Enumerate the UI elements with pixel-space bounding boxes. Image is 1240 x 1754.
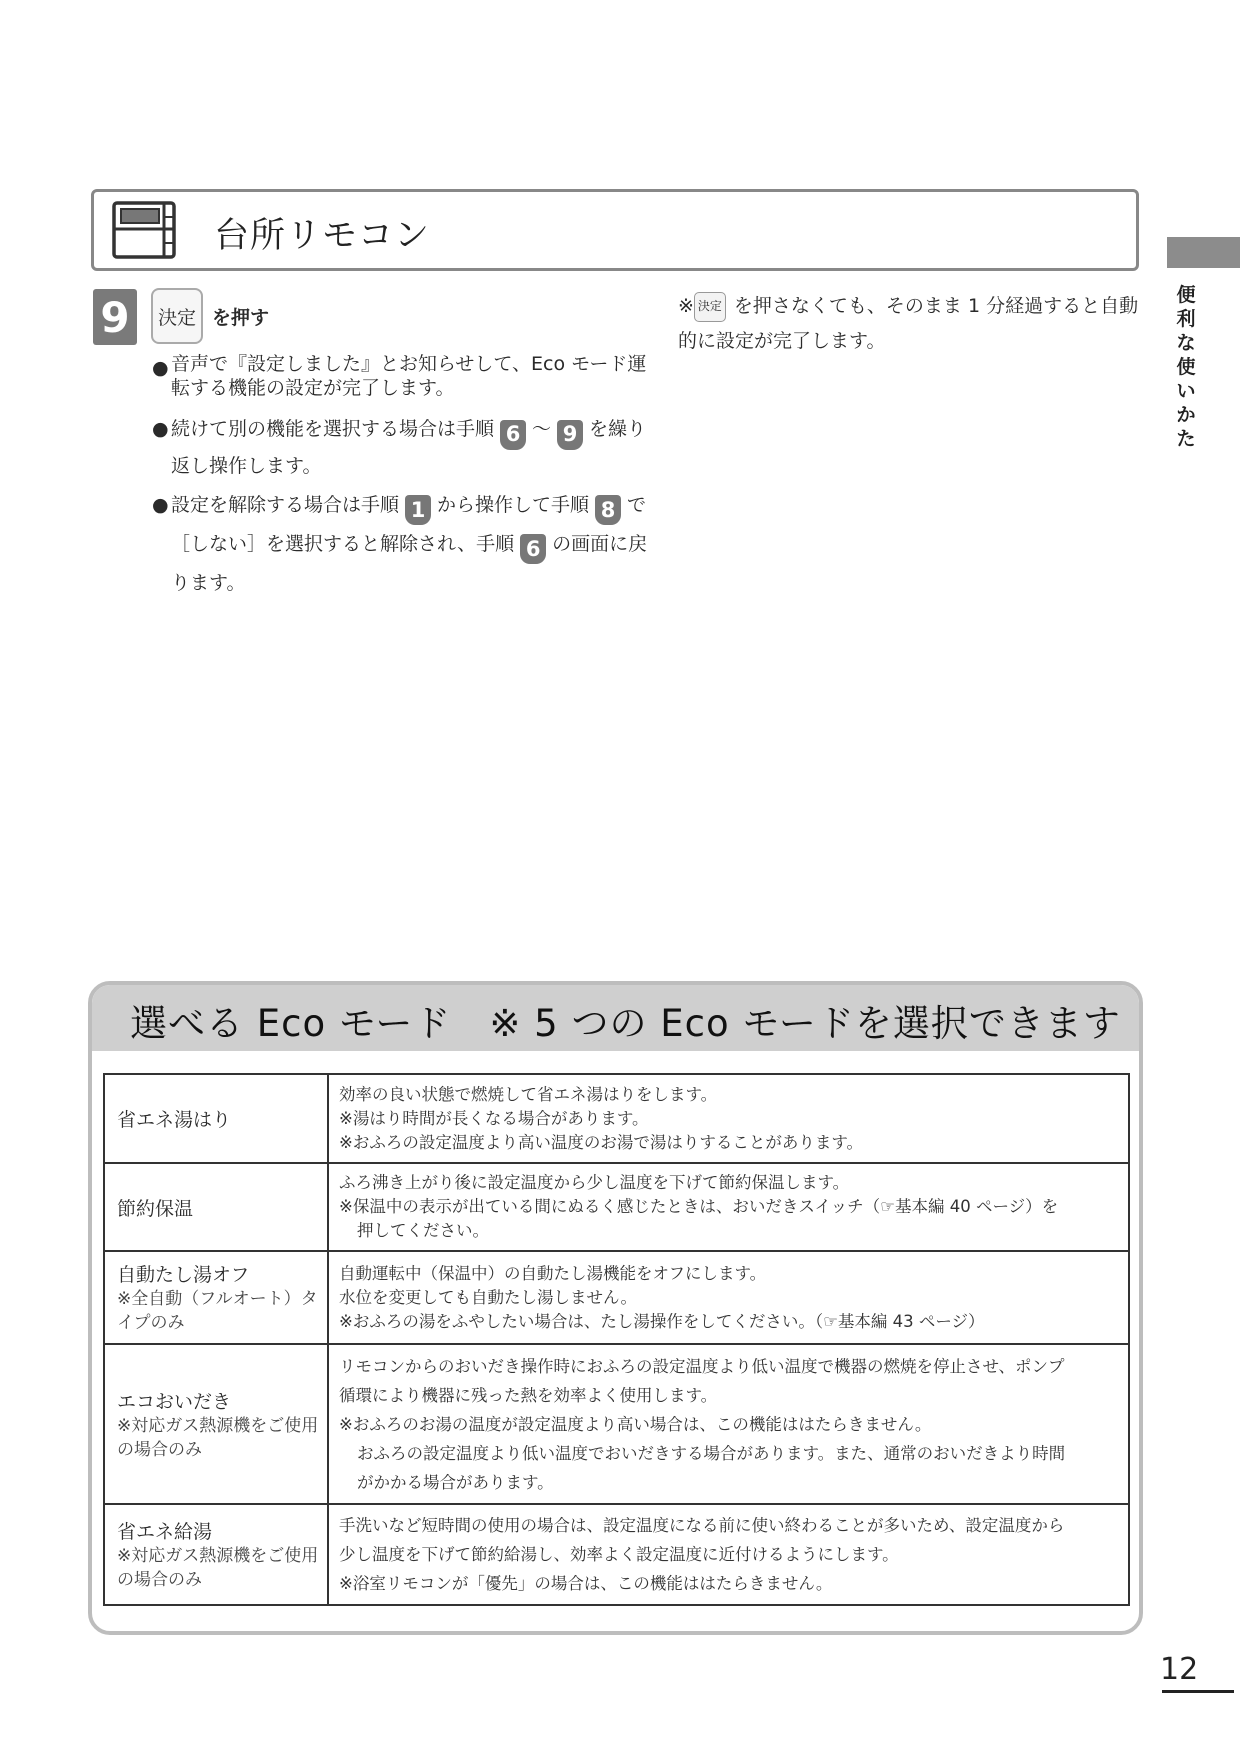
table-row <box>104 1504 1129 1605</box>
step-ref-badge: 1 <box>405 495 431 525</box>
bullet-item: ● 音声で『設定しました』とお知らせして、Eco モード運転する機能の設定が完了します。 <box>152 353 647 399</box>
mode-desc-cell: ふろ沸き上がり後に設定温度から少し温度を下げて節約保温します。 ※保温中の表示が出ている間にぬるく感じたときは、おいだきスイッチ（☞基本編 40 ページ）を 押してください。 <box>328 1163 1129 1251</box>
table-row <box>104 1163 1129 1251</box>
mode-name-cell: 節約保温 <box>104 1163 328 1251</box>
section-header <box>91 189 1139 271</box>
mode-name-cell: エコおいだき ※対応ガス熱源機をご使用の場合のみ <box>104 1344 328 1504</box>
decide-button-small: 決定 <box>694 292 726 322</box>
table-row <box>104 1074 1129 1163</box>
bullet-dot-icon: ● <box>152 418 169 440</box>
table-row <box>104 1344 1129 1504</box>
mode-name-cell: 省エネ給湯 ※対応ガス熱源機をご使用の場合のみ <box>104 1504 328 1605</box>
step-ref-badge: 8 <box>595 495 621 525</box>
side-index-label <box>1174 283 1198 451</box>
eco-mode-table <box>103 1073 1130 1606</box>
step-action-text: を押す <box>212 307 270 329</box>
step-ref-badge: 9 <box>557 420 583 450</box>
side-char: 使 <box>1176 356 1196 378</box>
decide-button-illustration: 決定 <box>151 288 203 344</box>
remote-control-icon <box>112 201 176 259</box>
eco-title: 選べる Eco モード ※ 5 つの Eco モードを選択できます <box>130 1002 1121 1045</box>
side-char: い <box>1176 380 1196 402</box>
page-number: 12 <box>1160 1652 1199 1687</box>
side-char: 利 <box>1176 308 1196 330</box>
side-char: 便 <box>1176 284 1196 306</box>
side-char: か <box>1176 404 1196 426</box>
mode-name-cell: 自動たし湯オフ ※全自動（フルオート）タイプのみ <box>104 1251 328 1344</box>
bullet-dot-icon: ● <box>152 494 169 516</box>
note-text: ※ 決定 を押さなくても、そのまま 1 分経過すると自動的に設定が完了します。 <box>678 289 1148 359</box>
side-char: な <box>1176 332 1196 354</box>
eco-title-bar <box>92 985 1139 1051</box>
table-row <box>104 1251 1129 1344</box>
mode-desc-cell: 効率の良い状態で燃焼して省エネ湯はりをします。 ※湯はり時間が長くなる場合があります。 ※おふろの設定温度より高い温度のお湯で湯はりすることがあります。 <box>328 1074 1129 1163</box>
mode-name-cell: 省エネ湯はり <box>104 1074 328 1163</box>
side-index-tab <box>1167 237 1240 268</box>
side-char: た <box>1176 428 1196 450</box>
step-ref-badge: 6 <box>500 420 526 450</box>
mode-desc-cell: リモコンからのおいだき操作時におふろの設定温度より低い温度で機器の燃焼を停止させ、ポンプ 循環により機器に残った熱を効率よく使用します。 ※おふろのお湯の温度が設定温度より高い場合は、この機能ははたらきません。 おふろの設定温度より低い温度でおいだきする場合があります。また、通常のおいだきより時間 がかかる場合があります。 <box>328 1344 1129 1504</box>
page-number-rule <box>1162 1690 1234 1693</box>
mode-desc-cell: 手洗いなど短時間の使用の場合は、設定温度になる前に使い終わることが多いため、設定温度から 少し温度を下げて節約給湯し、効率よく設定温度に近付けるようにします。 ※浴室リモコンが「優先」の場合は、この機能ははたらきません。 <box>328 1504 1129 1605</box>
bullet-item: ● 設定を解除する場合は手順 1 から操作して手順 8 で［しない］を選択すると解除され、手順 6 の画面に戻ります。 <box>152 486 664 602</box>
step-ref-badge: 6 <box>520 534 546 564</box>
page-title: 台所リモコン <box>214 216 431 256</box>
bullet-dot-icon: ● <box>152 357 169 379</box>
bullet-item: ● 続けて別の機能を選択する場合は手順 6 ～ 9 を繰り返し操作します。 <box>152 413 664 483</box>
step-number-badge: 9 <box>93 289 137 345</box>
mode-desc-cell: 自動運転中（保温中）の自動たし湯機能をオフにします。 水位を変更しても自動たし湯しません。 ※おふろの湯をふやしたい場合は、たし湯操作をしてください。（☞基本編 43 ページ） <box>328 1251 1129 1344</box>
